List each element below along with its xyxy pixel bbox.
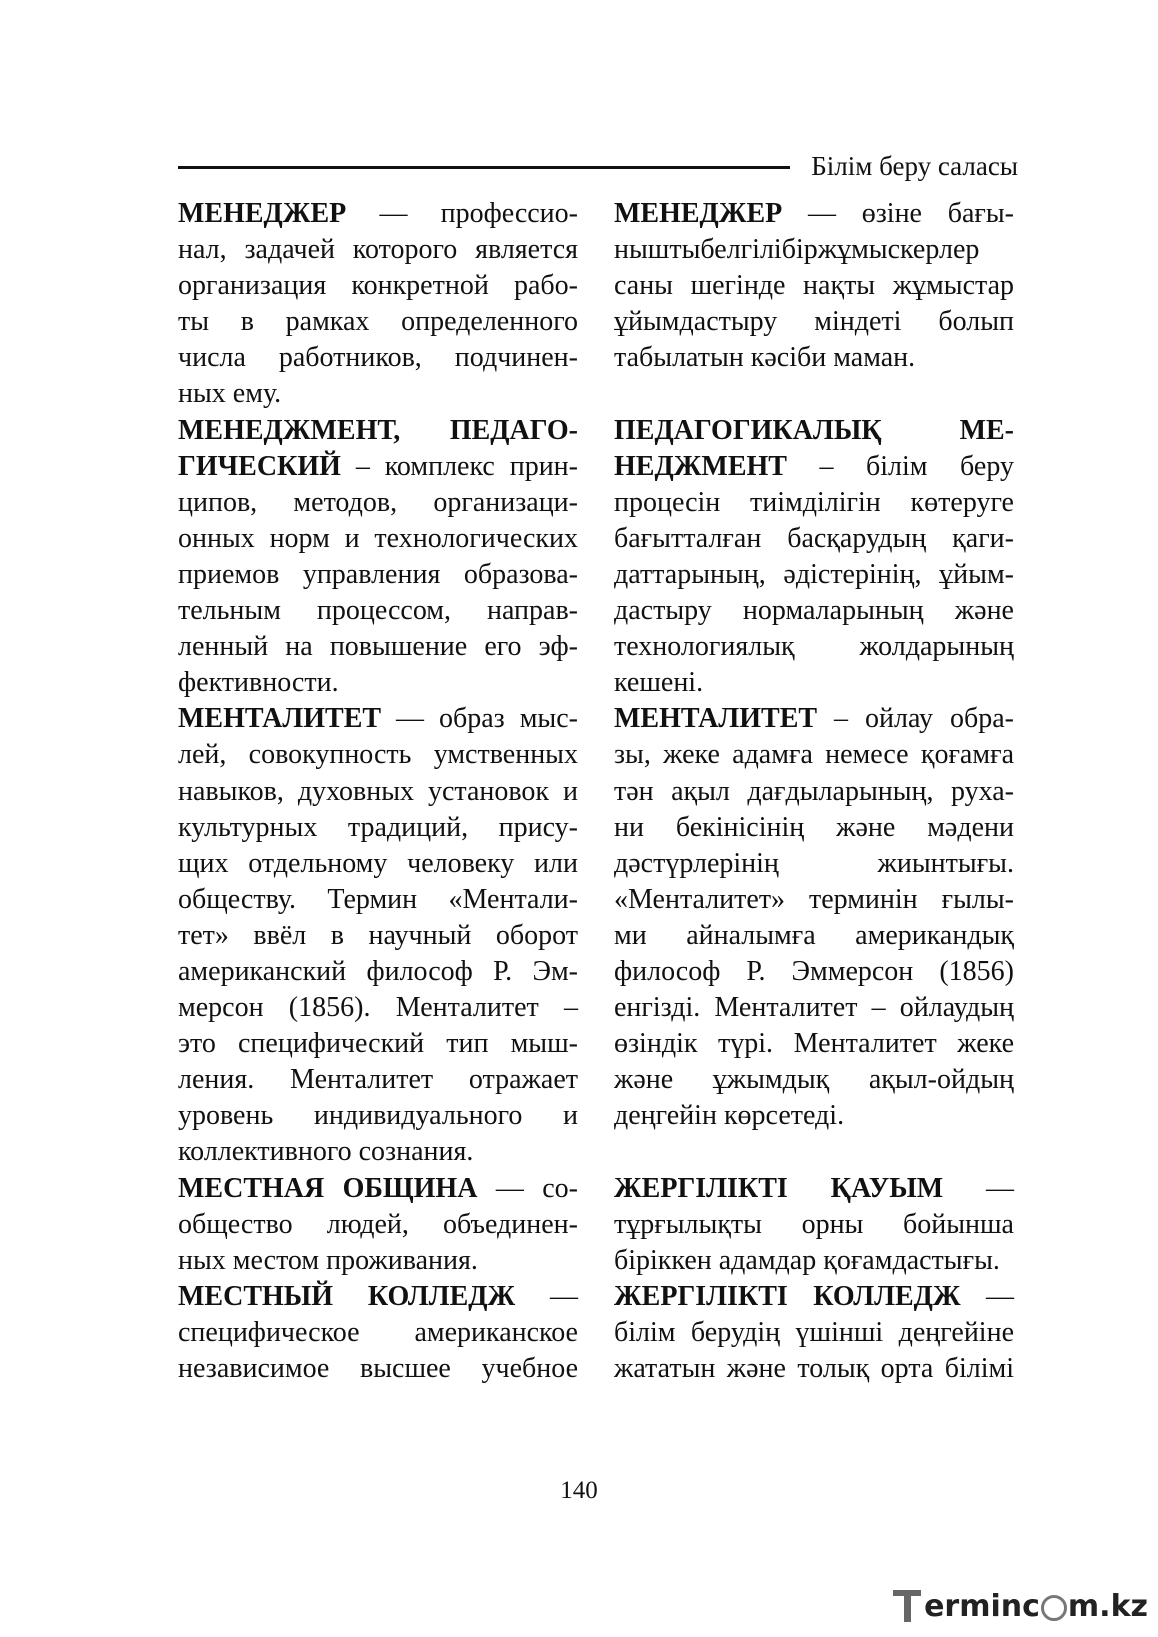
entry-line: ми айналымға американдық xyxy=(614,919,1014,951)
entry-term: МЕНЕДЖЕР xyxy=(614,198,783,229)
o-ring-icon xyxy=(1041,1595,1067,1621)
entry-line: онных норм и технологических xyxy=(178,522,578,554)
entry-text: — xyxy=(515,1280,578,1312)
entry-line: деңгейін көрсетеді. xyxy=(614,1100,845,1132)
entry-term: МЕСТНЫЙ КОЛЛЕДЖ xyxy=(178,1280,516,1312)
spacer xyxy=(614,1134,1014,1170)
entry-line: өзіндік түрі. Менталитет жеке xyxy=(614,1028,1014,1060)
entry-line: және ұжымдық ақыл-ойдың xyxy=(614,1064,1014,1096)
entry-text: — өзіне бағы- xyxy=(782,198,1014,229)
watermark-domain: m.kz xyxy=(1067,1588,1148,1624)
entry-text: – ойлау обра- xyxy=(817,703,1014,735)
entry-term: ЖЕРГІЛІКТІ ҚАУЫМ xyxy=(614,1172,944,1204)
entry-pedagogical-management-kk xyxy=(614,413,1014,702)
termincom-watermark xyxy=(893,1587,1148,1625)
entry-line: тұрғылықты орны бойынша xyxy=(614,1208,1014,1240)
running-header xyxy=(178,146,1018,186)
kazakh-column xyxy=(614,196,1014,1387)
entry-line: «Менталитет» терминін ғылы- xyxy=(614,883,1014,915)
entry-line: дәстүрлерінің жиынтығы. xyxy=(614,847,1014,879)
entry-line xyxy=(614,1171,1014,1207)
entry-line: лей, совокупность умственных xyxy=(178,739,578,771)
entry-text: – білім беру xyxy=(786,450,1014,482)
entry-line xyxy=(178,1279,578,1315)
page-number: 140 xyxy=(560,1477,598,1504)
entry-line: саны шегінде нақты жұмыстар xyxy=(614,270,1014,302)
entry-line: философ Р. Эммерсон (1856) xyxy=(614,955,1014,987)
entry-line xyxy=(614,449,1014,485)
entry-line: ұйымдастыру міндеті болып xyxy=(614,306,1014,338)
entry-line: кешені. xyxy=(614,667,704,699)
entry-text: — образ мыс- xyxy=(381,703,578,735)
entry-line: тән ақыл дағдыларының, руха- xyxy=(614,775,1014,807)
russian-column xyxy=(178,196,578,1387)
entry-term: ГИЧЕСКИЙ xyxy=(178,450,341,482)
entry-line xyxy=(178,1171,578,1207)
entry-text: — профессио- xyxy=(346,198,578,229)
entry-line xyxy=(614,701,1014,737)
entry-text: — xyxy=(960,1280,1014,1312)
entry-line: культурных традиций, прису- xyxy=(178,811,578,843)
entry-line: навыков, духовных установок и xyxy=(178,775,578,807)
entry-line: ты в рамках определенного xyxy=(178,306,578,338)
entry-mentality-kk xyxy=(614,701,1014,1134)
c-glyph: c xyxy=(1022,1588,1040,1624)
entry-term: ПЕДАГОГИКАЛЫҚ МЕ- xyxy=(614,414,1014,446)
entry-line: тет» ввёл в научный оборот xyxy=(178,919,578,951)
entry-text: — xyxy=(943,1172,1014,1204)
entry-line xyxy=(178,701,578,737)
entry-text: – комплекс прин- xyxy=(340,450,578,482)
entry-line xyxy=(178,449,578,485)
entry-line: даттарының, әдістерінің, ұйым- xyxy=(614,558,1014,590)
entry-line: коллективного сознания. xyxy=(178,1136,474,1168)
entry-line: ления. Менталитет отражает xyxy=(178,1064,578,1096)
entry-line: ных ему. xyxy=(178,378,282,410)
entry-line xyxy=(178,413,578,449)
entry-manager-kk xyxy=(614,196,1014,376)
entry-line: обществу. Термин «Ментали- xyxy=(178,883,578,915)
entry-line: тельным процессом, направ- xyxy=(178,595,578,627)
entry-local-college-ru xyxy=(178,1279,578,1387)
entry-line: бағытталған басқарудың қаги- xyxy=(614,522,1014,554)
entry-line: организация конкретной рабо- xyxy=(178,270,578,302)
entry-line: дастыру нормаларының және xyxy=(614,595,1014,627)
entry-line: ных местом проживания. xyxy=(178,1244,478,1276)
entry-line: ленный на повышение его эф- xyxy=(178,631,578,663)
entry-term: МЕСТНАЯ ОБЩИНА xyxy=(178,1172,478,1204)
entry-text: — со- xyxy=(477,1172,578,1204)
entry-local-college-kk xyxy=(614,1279,1014,1387)
entry-line: мерсон (1856). Менталитет – xyxy=(178,992,578,1024)
entry-local-community-kk xyxy=(614,1171,1014,1279)
entry-line: приемов управления образова- xyxy=(178,558,578,590)
entry-term: МЕНЕДЖМЕНТ, ПЕДАГО- xyxy=(178,414,578,446)
entry-line: технологиялық жолдарының xyxy=(614,631,1014,663)
entry-line: ныштыбелгілібіржұмыскерлер xyxy=(614,234,980,266)
header-rule xyxy=(178,166,790,169)
entry-line: білім берудің үшінші деңгейіне xyxy=(614,1316,1014,1348)
entry-line: специфическое американское xyxy=(178,1316,578,1348)
entry-line: ни бекінісінің және мәдени xyxy=(614,811,1014,843)
entry-line: общество людей, объединен- xyxy=(178,1208,578,1240)
entry-line: уровень индивидуального и xyxy=(178,1100,578,1132)
entry-line: числа работников, подчинен- xyxy=(178,342,578,374)
entry-term: МЕНЕДЖЕР xyxy=(178,198,347,229)
section-title: Білім беру саласы xyxy=(811,151,1018,181)
entry-line xyxy=(614,1279,1014,1315)
t-logo-icon xyxy=(893,1588,923,1624)
entry-line: енгізді. Менталитет – ойлаудың xyxy=(614,992,1014,1024)
entry-term: НЕДЖМЕНТ xyxy=(614,450,787,482)
entry-line: ципов, методов, организаци- xyxy=(178,486,578,518)
entry-line xyxy=(614,413,1014,449)
entry-mentality-ru xyxy=(178,701,578,1170)
entry-line: это специфический тип мыш- xyxy=(178,1028,578,1060)
entry-line: щих отдельному человеку или xyxy=(178,847,578,879)
entry-line xyxy=(178,196,578,232)
entry-line: біріккен адамдар қоғамдастығы. xyxy=(614,1244,1000,1276)
entry-term: МЕНТАЛИТЕТ xyxy=(178,703,382,735)
entry-line: американский философ Р. Эм- xyxy=(178,955,578,987)
entry-line: независимое высшее учебное xyxy=(178,1353,578,1384)
entry-line: нал, задачей которого является xyxy=(178,234,578,266)
entry-term: МЕНТАЛИТЕТ xyxy=(614,703,818,735)
spacer xyxy=(614,376,1014,412)
entry-line xyxy=(614,196,1014,232)
entry-local-community-ru xyxy=(178,1171,578,1279)
entry-manager-ru xyxy=(178,196,578,413)
entry-pedagogical-management-ru xyxy=(178,413,578,702)
entry-line: зы, жеке адамға немесе қоғамға xyxy=(614,739,1014,771)
entry-line: фективности. xyxy=(178,667,339,699)
entry-term: ЖЕРГІЛІКТІ КОЛЛЕДЖ xyxy=(614,1280,961,1312)
watermark-text: ermin xyxy=(924,1588,1023,1624)
entry-line: жататын және толық орта білімі xyxy=(614,1353,1014,1384)
entry-line: табылатын кәсіби маман. xyxy=(614,342,916,374)
entry-line: процесін тиімділігін көтеруге xyxy=(614,486,1014,518)
